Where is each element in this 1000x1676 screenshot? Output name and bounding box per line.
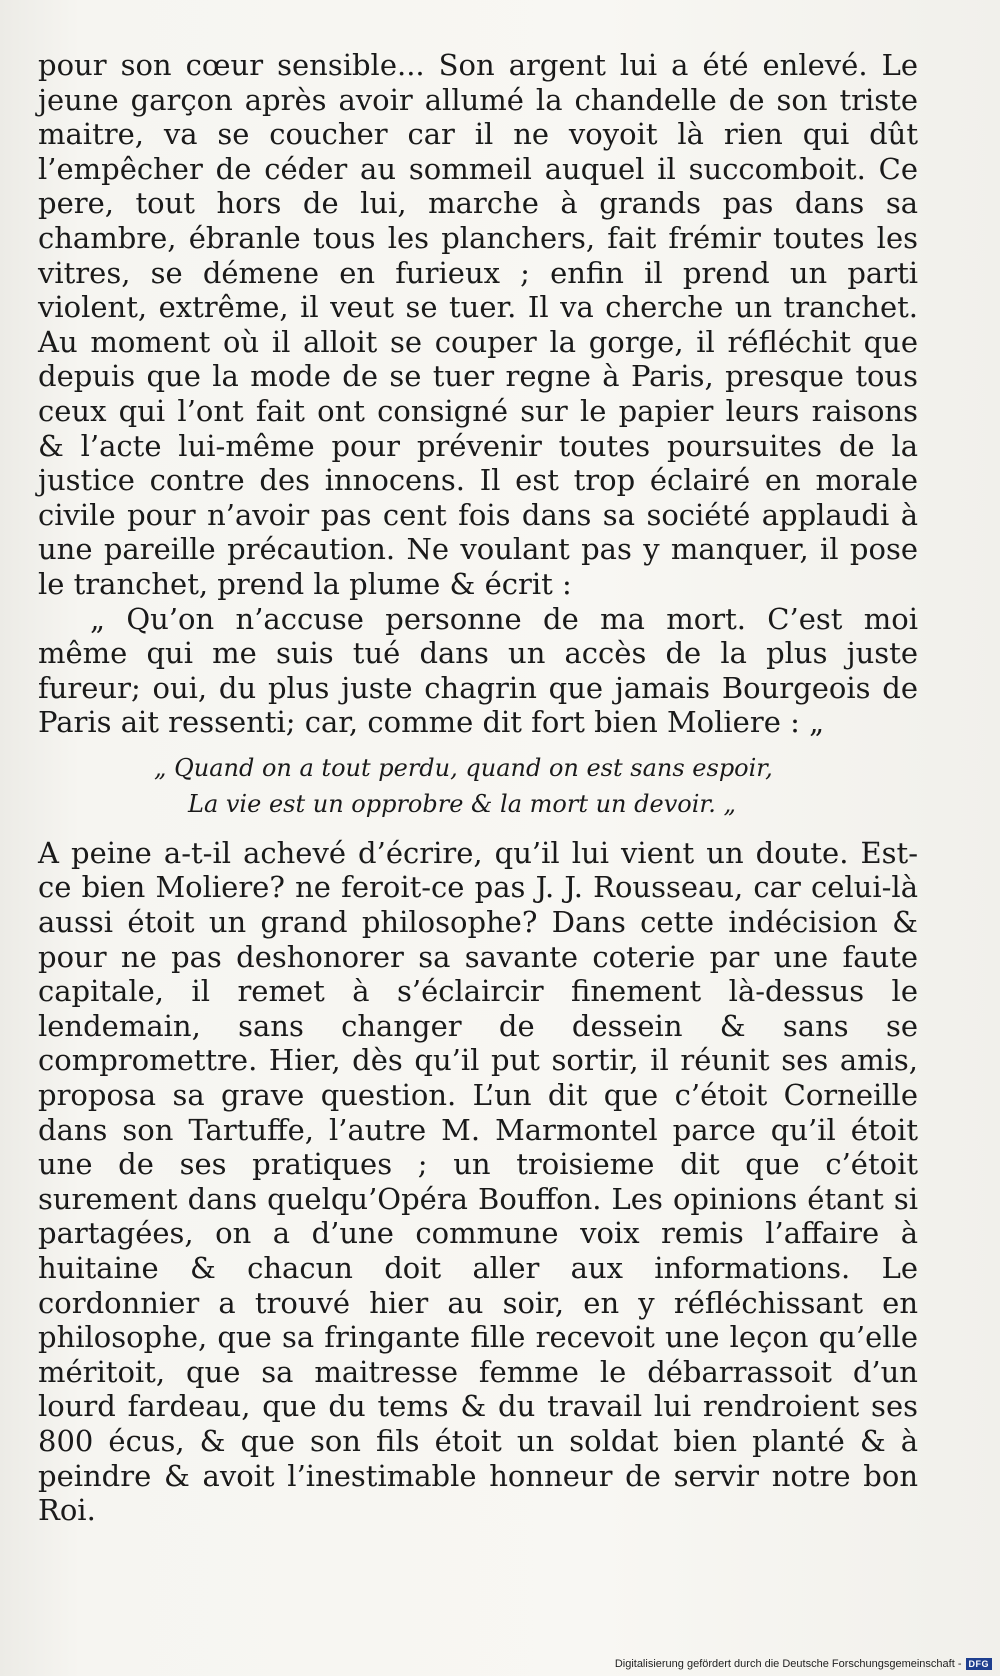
verse-quotation (38, 750, 918, 822)
dfg-logo: DFG (966, 1658, 993, 1670)
body-text (38, 48, 918, 1528)
paragraph-1: pour son cœur sensible... Son argent lui a été enlevé. Le jeune garçon après avoir allumé la chandelle de son triste maitre, va se coucher car il ne voyoit là rien qui dût l’empêcher de céder au sommeil auquel il succomboit. Ce pere, tout hors de lui, marche à grands pas dans sa chambre, ébranle tous les planchers, fait frémir toutes les vitres, se démene en furieux ; enfin il prend un parti violent, extrême, il veut se tuer. Il va cherche un tranchet. Au moment où il alloit se couper la gorge, il réfléchit que depuis que la mode de se tuer regne à Paris, presque tous ceux qui l’ont fait ont consigné sur le papier leurs raisons & l’acte lui-même pour prévenir toutes poursuites de la justice contre des innocens. Il est trop éclairé en morale civile pour n’avoir pas cent fois dans sa société applaudi à une pareille précaution. Ne voulant pas y manquer, il pose le tranchet, prend la plume & écrit : (38, 48, 918, 601)
footer-credit: Digitalisierung gefördert durch die Deutsche Forschungsgemeinschaft - (614, 1658, 962, 1670)
paragraph-2: A peine a-t-il achevé d’écrire, qu’il lui vient un doute. Est-ce bien Moliere? ne feroit-ce pas J. J. Rousseau, car celui-là aussi étoit un grand philosophe? Dans cette indécision & pour ne pas deshonorer sa savante coterie par une faute capitale, il remet à s’éclaircir finement là-dessus le lendemain, sans changer de dessein & sans se compromettre. Hier, dès qu’il put sortir, il réunit ses amis, proposa sa grave question. L’un dit que c’étoit Corneille dans son Tartuffe, l’autre M. Marmontel parce qu’il étoit une de ses pratiques ; un troisieme dit que c’étoit surement dans quelqu’Opéra Bouffon. Les opinions étant si partagées, on a d’une commune voix remis l’affaire à huitaine & chacun doit aller aux informations. Le cordonnier a trouvé hier au soir, en y réfléchissant en philosophe, que sa fringante fille recevoit une leçon qu’elle méritoit, que sa maitresse femme le débarrassoit d’un lourd fardeau, que du tems & du travail lui rendroient ses 800 écus, & que son fils étoit un soldat bien planté & à peindre & avoit l’inestimable honneur de servir notre bon Roi. (38, 835, 918, 1528)
suicide-note-quote: „ Qu’on n’accuse personne de ma mort. C’est moi même qui me suis tué dans un accès de la plus juste fureur; oui, du plus juste chagrin que jamais Bourgeois de Paris ait ressenti; car, comme dit fort bien Moliere : „ (38, 601, 918, 740)
digitization-footer (615, 1658, 992, 1670)
verse-line-1: „ Quand on a tout perdu, quand on est sans espoir, (154, 753, 773, 782)
verse-line-2: La vie est un opprobre & la mort un devoir. „ (188, 789, 736, 818)
